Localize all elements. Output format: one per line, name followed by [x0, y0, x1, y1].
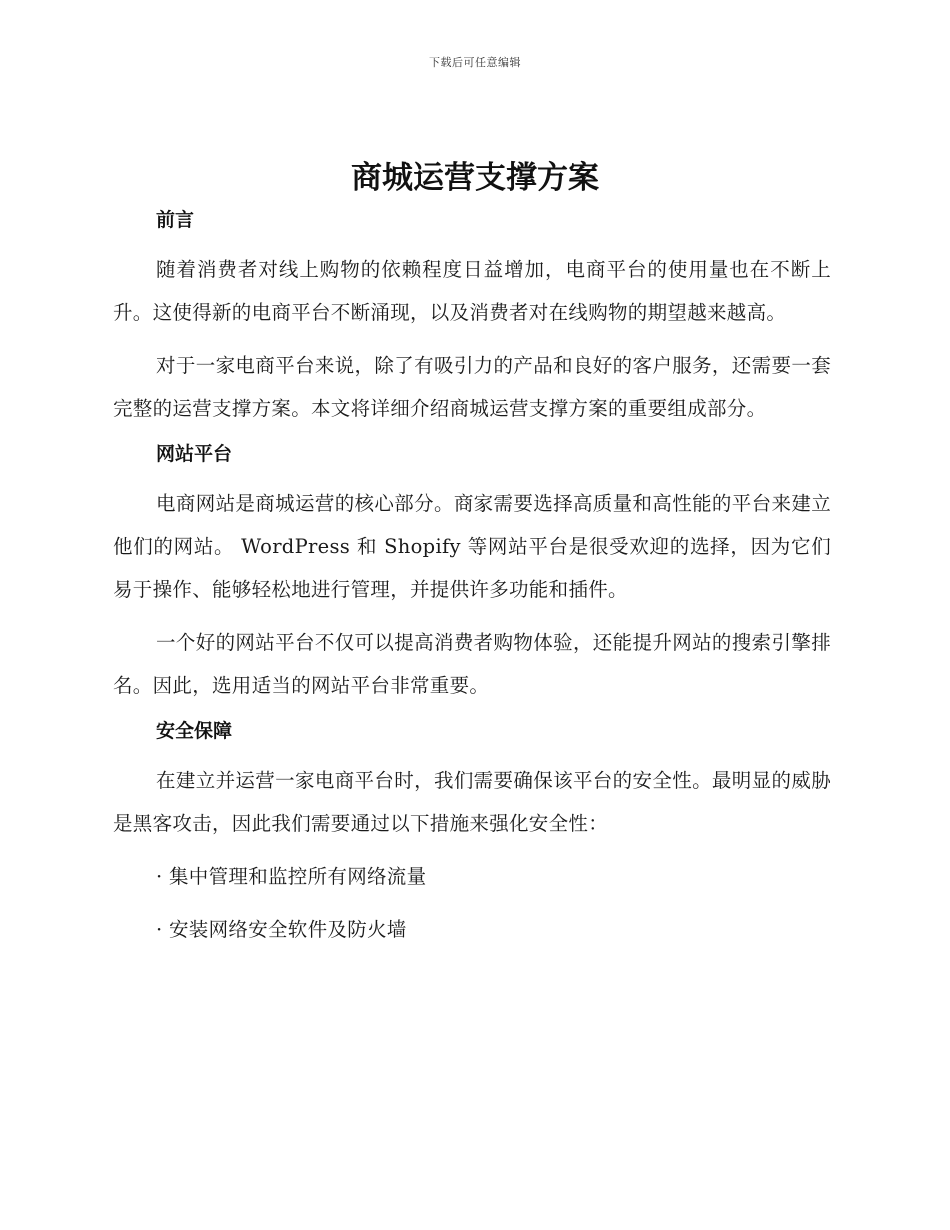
section-heading: 安全保障 [156, 720, 233, 742]
section-website-platform [113, 440, 831, 707]
paragraph: 对于一家电商平台来说，除了有吸引力的产品和良好的客户服务，还需要一套完整的运营支撑方案。本文将详细介绍商城运营支撑方案的重要组成部分。 [113, 354, 831, 420]
section-heading: 前言 [156, 209, 195, 231]
paragraph: 电商网站是商城运营的核心部分。商家需要选择高质量和高性能的平台来建立他们的网站。 WordPress 和 Shopify 等网站平台是很受欢迎的选择，因为它们易于操作、能够轻松地进行管理，并提供许多功能和插件。 [113, 492, 831, 601]
paragraph: 随着消费者对线上购物的依赖程度日益增加，电商平台的使用量也在不断上升。这使得新的电商平台不断涌现，以及消费者对在线购物的期望越来越高。 [113, 258, 831, 324]
section-heading: 网站平台 [156, 443, 233, 465]
document-title: 商城运营支撑方案 [351, 160, 599, 196]
paragraph: 在建立并运营一家电商平台时，我们需要确保该平台的安全性。最明显的威胁是黑客攻击，因此我们需要通过以下措施来强化安全性： [113, 769, 831, 835]
section-security [113, 717, 831, 951]
section-preface [113, 206, 831, 430]
bullet-item: · 安装网络安全软件及防火墙 [156, 918, 407, 941]
page-header-note: 下载后可任意编辑 [429, 56, 521, 69]
document-body [113, 200, 831, 961]
paragraph: 一个好的网站平台不仅可以提高消费者购物体验，还能提升网站的搜索引擎排名。因此，选用适当的网站平台非常重要。 [113, 631, 831, 697]
bullet-item: · 集中管理和监控所有网络流量 [156, 865, 427, 888]
